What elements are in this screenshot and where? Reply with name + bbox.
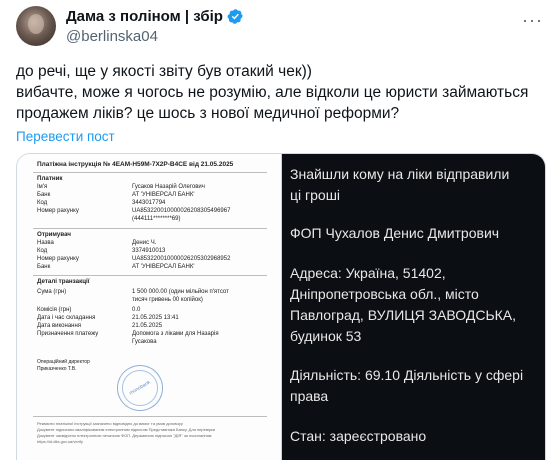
recipient-label: Код xyxy=(37,248,48,254)
bank-stamp-icon xyxy=(109,357,172,420)
recipient-label: Назва xyxy=(37,240,54,246)
post-line: вибачте, може я чогось не розумію, але відколи це юристи займаються xyxy=(16,84,529,101)
divider xyxy=(33,228,267,229)
more-icon[interactable]: ··· xyxy=(522,10,543,30)
author-row xyxy=(66,8,244,25)
info-line: права xyxy=(290,388,329,404)
info-line: Дніпропетровська обл., місто xyxy=(290,286,479,302)
divider xyxy=(33,275,267,276)
company-info-image[interactable] xyxy=(282,154,545,460)
author-handle[interactable]: @berlinska04 xyxy=(66,28,158,45)
detail-label: Комісія (грн) xyxy=(37,307,72,313)
payer-value: (444111********69) xyxy=(132,216,181,222)
recipient-label: Номер рахунку xyxy=(37,256,79,262)
signer-role: Операційний директор xyxy=(37,359,90,365)
recipient-heading: Отримувач xyxy=(37,231,71,238)
payer-value: Гусаков Назарій Олегович xyxy=(132,184,205,190)
post-line: до речі, ще у якості звіту був отакий чек)) xyxy=(16,63,312,80)
info-line: Діяльність: 69.10 Діяльність у сфері xyxy=(290,367,524,383)
receipt-title: Платіжна інструкція № 4EAM-H59M-7X2P-B4CE від 21.05.2025 xyxy=(37,161,234,168)
verified-badge-icon xyxy=(227,8,244,25)
recipient-value: UA853220010000026205302968952 xyxy=(132,256,231,262)
detail-value: 0.0 xyxy=(132,307,141,313)
divider xyxy=(33,172,267,173)
info-line: ФОП Чухалов Денис Дмитрович xyxy=(290,225,500,241)
footer-line: Реквізити платіжної інструкції зазначено відповідно до вимог та умов договору xyxy=(37,421,183,426)
avatar[interactable] xyxy=(16,6,56,46)
post-line: продажем ліків? це шось з нової медичної реформи? xyxy=(16,105,400,122)
translate-post-link[interactable]: Перевести пост xyxy=(16,129,115,144)
post-media[interactable] xyxy=(16,153,546,460)
detail-label: Дата і час складання xyxy=(37,315,96,321)
stamp-text: monobank xyxy=(128,379,152,397)
detail-value: Допомога з ліками для Назарія xyxy=(132,331,219,337)
detail-value: 1 500 000.00 (один мільйон п'ятсот xyxy=(132,289,229,295)
footer-line: Документ підписано кваліфікованим електронним підписом Представника Банку. Для перевірки xyxy=(37,427,216,432)
payer-value: 3443017794 xyxy=(132,200,166,206)
detail-label: Призначення платежу xyxy=(37,331,99,337)
payer-label: Ім'я xyxy=(37,184,48,190)
payer-value: UA853220010000026208305496967 xyxy=(132,208,231,214)
info-line: будинок 53 xyxy=(290,328,362,344)
info-line: Павлоград, ВУЛИЦЯ ЗАВОДСЬКА, xyxy=(290,307,517,323)
payer-label: Банк xyxy=(37,192,51,198)
detail-label: Дата виконання xyxy=(37,323,82,329)
author-name[interactable]: Дама з поліном | збір xyxy=(66,8,223,25)
info-line: Стан: зареєстровано xyxy=(290,428,427,444)
detail-value: 21.05.2025 xyxy=(132,323,163,329)
recipient-label: Банк xyxy=(37,264,51,270)
recipient-value: 3374910013 xyxy=(132,248,166,254)
payment-receipt-image[interactable] xyxy=(17,154,282,460)
recipient-value: Денис Ч. xyxy=(132,240,157,246)
info-line: ці гроші xyxy=(290,187,341,203)
footer-line: https://id.diia.gov.ua/verify xyxy=(37,439,83,444)
signer-name: Приказченко Т.В. xyxy=(37,366,77,372)
detail-label: Сума (грн) xyxy=(37,289,67,295)
payer-label: Номер рахунку xyxy=(37,208,79,214)
payer-label: Код xyxy=(37,200,48,206)
info-line: Знайшли кому на ліки відправили xyxy=(290,166,510,182)
post-text xyxy=(16,61,544,124)
payer-value: АТ 'УНІВЕРСАЛ БАНК' xyxy=(132,192,195,198)
footer-line: Документ засвідчено електронною печаткою ФОП. Державною підписою "ДІЯ" за посиланням xyxy=(37,433,212,438)
info-line: Адреса: Україна, 51402, xyxy=(290,265,446,281)
detail-value: тисяч гривень 00 копійок) xyxy=(132,297,203,303)
divider xyxy=(33,416,267,417)
details-heading: Деталі транзакції xyxy=(37,278,90,285)
detail-value: Гусакова xyxy=(132,339,157,345)
payer-heading: Платник xyxy=(37,175,63,182)
detail-value: 21.05.2025 13:41 xyxy=(132,315,179,321)
recipient-value: АТ 'УНІВЕРСАЛ БАНК' xyxy=(132,264,195,270)
